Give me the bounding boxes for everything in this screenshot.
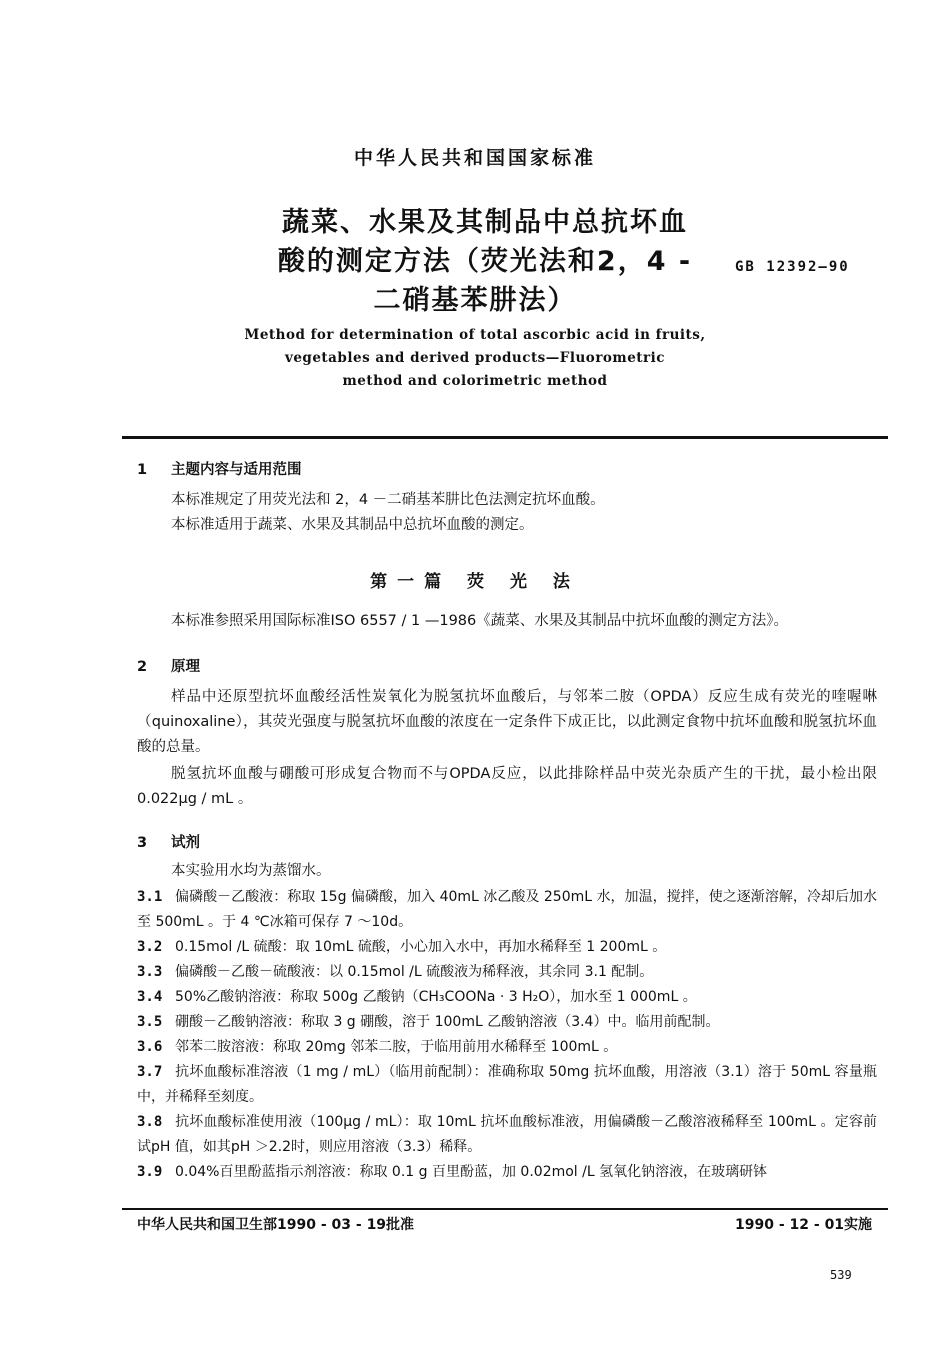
reagent-text: 硼酸－乙酸钠溶液：称取 3 g 硼酸，溶于 100mL 乙酸钠溶液（3.4）中。临用前配制。 bbox=[175, 1014, 720, 1030]
footer-rule bbox=[122, 1208, 888, 1210]
section-1-paragraph-2: 本标准适用于蔬菜、水果及其制品中总抗坏血酸的测定。 bbox=[171, 517, 534, 533]
section-3-intro: 本实验用水均为蒸馏水。 bbox=[171, 863, 331, 879]
reagent-item bbox=[137, 935, 877, 960]
reagent-text: 偏磷酸－乙酸液：称取 15g 偏磷酸，加入 40mL 冰乙酸及 250mL 水，加温，搅拌，使之逐渐溶解，冷却后加水至 500mL 。于 4 ℃冰箱可保存 7 ～10d。 bbox=[137, 889, 877, 930]
title-line-2: 酸的测定方法（荧光法和2，4 - bbox=[277, 246, 693, 277]
reagent-item bbox=[137, 985, 877, 1010]
reagent-item bbox=[137, 1060, 877, 1110]
section-2-number: 2 bbox=[137, 659, 148, 675]
reagent-number: 3.1 bbox=[137, 889, 163, 905]
section-2-paragraph-1: 样品中还原型抗坏血酸经活性炭氧化为脱氢抗坏血酸后，与邻苯二胺（OPDA）反应生成有荧光的喹喔啉（quinoxaline），其荧光强度与脱氢抗坏血酸的浓度在一定条件下成正比，以此测定食物中抗坏血酸和脱氢抗坏血酸的总量。 bbox=[137, 689, 877, 755]
reagent-text: 0.04%百里酚蓝指示剂溶液：称取 0.1 g 百里酚蓝，加 0.02mol /L 氢氧化钠溶液，在玻璃研钵 bbox=[175, 1164, 768, 1180]
reagent-text: 50%乙酸钠溶液：称取 500g 乙酸钠（CH₃COONa · 3 H₂O），加水至 1 000mL 。 bbox=[175, 989, 697, 1005]
reagent-item bbox=[137, 1035, 877, 1060]
page-number: 539 bbox=[830, 1268, 852, 1282]
section-1-heading bbox=[137, 458, 302, 479]
reagent-text: 偏磷酸－乙酸－硫酸液：以 0.15mol /L 硫酸液为稀释液，其余同 3.1 配制。 bbox=[175, 964, 654, 980]
issuing-authority: 中华人民共和国国家标准 bbox=[353, 147, 596, 169]
reagent-item bbox=[137, 1110, 877, 1160]
reagent-number: 3.4 bbox=[137, 989, 163, 1005]
reagent-number: 3.9 bbox=[137, 1164, 163, 1180]
section-1-paragraph-1: 本标准规定了用荧光法和 2，4 －二硝基苯肼比色法测定抗坏血酸。 bbox=[171, 492, 605, 508]
section-2-paragraph-2: 脱氢抗坏血酸与硼酸可形成复合物而不与OPDA反应，以此排除样品中荧光杂质产生的干扰，最小检出限0.022μg / mL 。 bbox=[137, 766, 877, 807]
part-1-title: 第一篇 荧 光 法 bbox=[370, 572, 580, 592]
section-2-heading bbox=[137, 655, 200, 676]
section-1-number: 1 bbox=[137, 462, 148, 478]
english-title-line-3: method and colorimetric method bbox=[342, 373, 608, 389]
english-title bbox=[0, 324, 950, 393]
english-title-line-1: Method for determination of total ascorbic acid in fruits, bbox=[244, 327, 706, 343]
section-2-title: 原理 bbox=[171, 659, 200, 675]
reagent-text: 0.15mol /L 硫酸：取 10mL 硫酸，小心加入水中，再加水稀释至 1 200mL 。 bbox=[175, 939, 667, 955]
title-line-1: 蔬菜、水果及其制品中总抗坏血 bbox=[282, 207, 688, 238]
part-1-reference: 本标准参照采用国际标准ISO 6557 / 1 —1986《蔬菜、水果及其制品中抗坏血酸的测定方法》。 bbox=[171, 613, 788, 629]
reagent-number: 3.6 bbox=[137, 1039, 163, 1055]
title-line-3: 二硝基苯肼法） bbox=[373, 285, 577, 316]
reagent-text: 邻苯二胺溶液：称取 20mg 邻苯二胺，于临用前用水稀释至 100mL 。 bbox=[175, 1039, 618, 1055]
reagent-item bbox=[137, 960, 877, 985]
approval-date: 中华人民共和国卫生部1990 - 03 - 19批准 bbox=[137, 1217, 415, 1233]
section-3-heading bbox=[137, 831, 200, 852]
section-3-title: 试剂 bbox=[171, 835, 200, 851]
implementation-date: 1990 - 12 - 01实施 bbox=[735, 1217, 873, 1233]
english-title-line-2: vegetables and derived products—Fluorometric bbox=[284, 350, 666, 366]
reagent-item bbox=[137, 1010, 877, 1035]
reagent-number: 3.3 bbox=[137, 964, 163, 980]
reagent-item bbox=[137, 885, 877, 935]
reagent-number: 3.5 bbox=[137, 1014, 163, 1030]
reagent-text: 抗坏血酸标准使用液（100μg / mL）：取 10mL 抗坏血酸标准液，用偏磷酸－乙酸溶液稀释至 100mL 。定容前试pH 值，如其pH ＞2.2时，则应用溶液（3.3）稀释。 bbox=[137, 1114, 877, 1155]
reagent-number: 3.8 bbox=[137, 1114, 163, 1130]
header-rule bbox=[122, 436, 888, 439]
standard-code: GB 12392—90 bbox=[735, 259, 850, 275]
reagent-text: 抗坏血酸标准溶液（1 mg / mL）（临用前配制）：准确称取 50mg 抗坏血酸，用溶液（3.1）溶于 50mL 容量瓶中，并稀释至刻度。 bbox=[137, 1064, 877, 1105]
reagent-number: 3.2 bbox=[137, 939, 163, 955]
reagent-number: 3.7 bbox=[137, 1064, 163, 1080]
section-3-number: 3 bbox=[137, 835, 148, 851]
reagent-item bbox=[137, 1160, 877, 1185]
section-1-title: 主题内容与适用范围 bbox=[171, 462, 302, 478]
